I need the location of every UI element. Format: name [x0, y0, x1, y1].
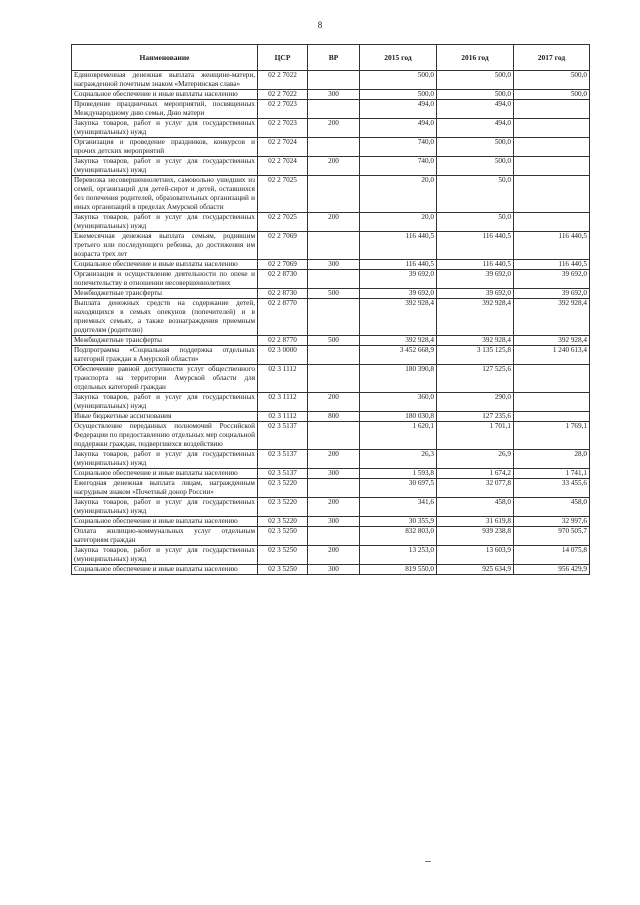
table-row [72, 289, 590, 299]
row-name: Закупка товаров, работ и услуг для государственных (муниципальных) нужд [72, 119, 258, 138]
row-name: Обеспечение равной доступности услуг общественного транспорта на территории Амурской области для отдельных категорий граждан [72, 365, 258, 393]
scan-mark [425, 856, 431, 862]
row-csr: 02 2 7024 [258, 157, 308, 176]
row-value-2015: 500,0 [360, 71, 437, 90]
row-vr [308, 479, 360, 498]
row-vr [308, 422, 360, 450]
budget-table [71, 44, 590, 575]
header-2017: 2017 год [514, 45, 590, 71]
row-csr: 02 2 7025 [258, 176, 308, 213]
row-value-2017: 458,0 [514, 498, 590, 517]
table-row [72, 336, 590, 346]
table-row [72, 213, 590, 232]
row-value-2015: 30 355,9 [360, 517, 437, 527]
row-csr: 02 3 5220 [258, 517, 308, 527]
row-value-2015: 3 452 668,9 [360, 346, 437, 365]
row-name: Проведение праздничных мероприятий, посвященных Международному дню семьи, Дню матери [72, 100, 258, 119]
row-vr: 200 [308, 119, 360, 138]
table-row [72, 527, 590, 546]
row-vr: 500 [308, 289, 360, 299]
row-csr: 02 2 7022 [258, 71, 308, 90]
row-value-2016: 500,0 [437, 90, 514, 100]
table-row [72, 412, 590, 422]
row-csr: 02 3 1112 [258, 412, 308, 422]
row-name: Ежегодная денежная выплата лицам, награжденным нагрудным знаком «Почетный донор России» [72, 479, 258, 498]
row-value-2015: 39 692,0 [360, 289, 437, 299]
row-value-2017: 970 505,7 [514, 527, 590, 546]
header-csr: ЦСР [258, 45, 308, 71]
row-value-2015: 20,0 [360, 213, 437, 232]
row-vr: 300 [308, 565, 360, 575]
table-row [72, 498, 590, 517]
row-value-2016: 1 674,2 [437, 469, 514, 479]
row-value-2017: 500,0 [514, 90, 590, 100]
row-name: Осуществление переданных полномочий Российской Федерации по предоставлению отдельных мер социальной поддержки граждан, подвергшихся воздействию [72, 422, 258, 450]
row-name: Организация и проведение праздников, конкурсов и прочих детских мероприятий [72, 138, 258, 157]
row-csr: 02 2 7024 [258, 138, 308, 157]
row-value-2016: 32 077,8 [437, 479, 514, 498]
row-value-2015: 360,0 [360, 393, 437, 412]
row-vr: 200 [308, 213, 360, 232]
table-row [72, 346, 590, 365]
row-value-2016: 50,0 [437, 176, 514, 213]
row-name: Социальное обеспечение и иные выплаты населению [72, 90, 258, 100]
row-value-2017 [514, 393, 590, 412]
table-row [72, 565, 590, 575]
row-value-2017 [514, 213, 590, 232]
row-value-2017: 32 997,6 [514, 517, 590, 527]
row-csr: 02 2 7069 [258, 260, 308, 270]
row-name: Закупка товаров, работ и услуг для государственных (муниципальных) нужд [72, 546, 258, 565]
row-value-2017 [514, 365, 590, 393]
row-value-2017: 956 429,9 [514, 565, 590, 575]
row-value-2017: 1 769,1 [514, 422, 590, 450]
row-csr: 02 3 5137 [258, 450, 308, 469]
row-value-2015: 39 692,0 [360, 270, 437, 289]
row-value-2015: 494,0 [360, 119, 437, 138]
row-value-2016: 939 238,8 [437, 527, 514, 546]
row-value-2016: 116 440,5 [437, 232, 514, 260]
row-csr: 02 3 0000 [258, 346, 308, 365]
row-value-2015: 1 620,1 [360, 422, 437, 450]
row-vr: 500 [308, 336, 360, 346]
row-name: Социальное обеспечение и иные выплаты населению [72, 260, 258, 270]
row-vr: 800 [308, 412, 360, 422]
table-row [72, 546, 590, 565]
table-row [72, 100, 590, 119]
row-value-2016: 392 928,4 [437, 336, 514, 346]
row-vr [308, 346, 360, 365]
row-csr: 02 2 8770 [258, 336, 308, 346]
row-value-2015: 392 928,4 [360, 336, 437, 346]
row-value-2015: 819 550,0 [360, 565, 437, 575]
row-name: Закупка товаров, работ и услуг для государственных (муниципальных) нужд [72, 157, 258, 176]
row-name: Социальное обеспечение и иные выплаты населению [72, 517, 258, 527]
row-csr: 02 2 8730 [258, 289, 308, 299]
table-row [72, 260, 590, 270]
table-row [72, 232, 590, 260]
row-value-2017: 1 741,1 [514, 469, 590, 479]
row-value-2016: 31 619,8 [437, 517, 514, 527]
row-value-2017: 39 692,0 [514, 270, 590, 289]
row-value-2017: 392 928,4 [514, 299, 590, 336]
row-name: Закупка товаров, работ и услуг для государственных (муниципальных) нужд [72, 393, 258, 412]
row-value-2015: 494,0 [360, 100, 437, 119]
row-value-2016: 500,0 [437, 138, 514, 157]
row-value-2016: 127 235,6 [437, 412, 514, 422]
table-row [72, 393, 590, 412]
row-value-2017 [514, 157, 590, 176]
row-value-2015: 116 440,5 [360, 232, 437, 260]
table-row [72, 119, 590, 138]
table-row [72, 469, 590, 479]
row-value-2016: 458,0 [437, 498, 514, 517]
row-csr: 02 3 5137 [258, 422, 308, 450]
row-value-2016: 925 634,9 [437, 565, 514, 575]
row-value-2017: 1 240 613,4 [514, 346, 590, 365]
row-vr [308, 365, 360, 393]
row-vr [308, 270, 360, 289]
row-value-2016: 290,0 [437, 393, 514, 412]
row-value-2016: 500,0 [437, 71, 514, 90]
row-value-2015: 20,0 [360, 176, 437, 213]
header-name: Наименование [72, 45, 258, 71]
row-value-2015: 180 390,8 [360, 365, 437, 393]
row-value-2017 [514, 100, 590, 119]
row-name: Организация и осуществление деятельности по опеке и попечительству в отношении несовершеннолетних [72, 270, 258, 289]
row-value-2016: 39 692,0 [437, 270, 514, 289]
row-value-2016: 500,0 [437, 157, 514, 176]
row-csr: 02 3 5137 [258, 469, 308, 479]
row-csr: 02 2 7023 [258, 119, 308, 138]
row-name: Социальное обеспечение и иные выплаты населению [72, 469, 258, 479]
row-vr [308, 232, 360, 260]
table-row [72, 270, 590, 289]
row-csr: 02 2 7069 [258, 232, 308, 260]
table-row [72, 157, 590, 176]
row-value-2016: 26,9 [437, 450, 514, 469]
row-value-2017 [514, 412, 590, 422]
row-value-2015: 116 440,5 [360, 260, 437, 270]
row-value-2017: 28,0 [514, 450, 590, 469]
row-value-2016: 116 440,5 [437, 260, 514, 270]
row-csr: 02 3 5220 [258, 498, 308, 517]
row-csr: 02 2 8770 [258, 299, 308, 336]
table-row [72, 176, 590, 213]
row-name: Закупка товаров, работ и услуг для государственных (муниципальных) нужд [72, 498, 258, 517]
row-value-2017: 39 692,0 [514, 289, 590, 299]
row-vr [308, 527, 360, 546]
row-name: Межбюджетные трансферты [72, 289, 258, 299]
row-name: Единовременная денежная выплата женщине-матери, награжденной почетным знаком «Материнская слава» [72, 71, 258, 90]
row-value-2017: 392 928,4 [514, 336, 590, 346]
row-value-2016: 50,0 [437, 213, 514, 232]
row-vr: 200 [308, 157, 360, 176]
row-value-2015: 26,3 [360, 450, 437, 469]
row-vr: 200 [308, 498, 360, 517]
row-value-2017 [514, 138, 590, 157]
table-row [72, 450, 590, 469]
row-csr: 02 3 5250 [258, 546, 308, 565]
row-vr: 300 [308, 469, 360, 479]
table-body [72, 71, 590, 575]
row-value-2015: 1 593,8 [360, 469, 437, 479]
row-value-2015: 740,0 [360, 138, 437, 157]
row-name: Закупка товаров, работ и услуг для государственных (муниципальных) нужд [72, 450, 258, 469]
row-name: Оплата жилищно-коммунальных услуг отдельным категориям граждан [72, 527, 258, 546]
row-value-2015: 13 253,0 [360, 546, 437, 565]
row-csr: 02 3 5250 [258, 527, 308, 546]
page-number: 8 [317, 20, 323, 30]
row-value-2015: 341,6 [360, 498, 437, 517]
row-vr: 200 [308, 546, 360, 565]
table-header-row [72, 45, 590, 71]
row-value-2015: 832 803,0 [360, 527, 437, 546]
row-value-2017: 500,0 [514, 71, 590, 90]
row-csr: 02 3 1112 [258, 365, 308, 393]
row-csr: 02 2 7023 [258, 100, 308, 119]
row-name: Выплата денежных средств на содержание детей, находящихся в семьях опекунов (попечителей) и в приемных семьях, а также вознаграждения приемным родителям (родителю) [72, 299, 258, 336]
row-vr [308, 138, 360, 157]
table-row [72, 422, 590, 450]
row-value-2016: 127 525,6 [437, 365, 514, 393]
row-csr: 02 3 1112 [258, 393, 308, 412]
table-row [72, 517, 590, 527]
row-value-2017 [514, 119, 590, 138]
row-name: Перевозка несовершеннолетних, самовольно ушедших из семей, организаций для детей-сирот и детей, оставшихся без попечения родителей, образовательных организаций и иных организаций в пределах Амурской области [72, 176, 258, 213]
row-value-2017: 33 455,6 [514, 479, 590, 498]
row-csr: 02 3 5250 [258, 565, 308, 575]
row-vr [308, 299, 360, 336]
header-2016: 2016 год [437, 45, 514, 71]
row-name: Межбюджетные трансферты [72, 336, 258, 346]
row-csr: 02 2 7022 [258, 90, 308, 100]
header-2015: 2015 год [360, 45, 437, 71]
table-row [72, 90, 590, 100]
table-row [72, 138, 590, 157]
row-vr: 200 [308, 450, 360, 469]
row-value-2015: 392 928,4 [360, 299, 437, 336]
row-csr: 02 2 7025 [258, 213, 308, 232]
row-csr: 02 2 8730 [258, 270, 308, 289]
row-value-2016: 494,0 [437, 100, 514, 119]
row-value-2016: 494,0 [437, 119, 514, 138]
row-value-2017: 14 075,8 [514, 546, 590, 565]
row-name: Ежемесячная денежная выплата семьям, родившим третьего или последующего ребенка, до достижения им возраста трех лет [72, 232, 258, 260]
table-row [72, 71, 590, 90]
row-value-2016: 13 603,9 [437, 546, 514, 565]
row-vr: 300 [308, 90, 360, 100]
row-value-2017: 116 440,5 [514, 232, 590, 260]
row-name: Иные бюджетные ассигнования [72, 412, 258, 422]
row-value-2015: 740,0 [360, 157, 437, 176]
table-row [72, 479, 590, 498]
row-vr [308, 100, 360, 119]
row-name: Закупка товаров, работ и услуг для государственных (муниципальных) нужд [72, 213, 258, 232]
row-csr: 02 3 5220 [258, 479, 308, 498]
row-value-2017: 116 440,5 [514, 260, 590, 270]
row-value-2015: 30 697,5 [360, 479, 437, 498]
row-value-2015: 500,0 [360, 90, 437, 100]
row-name: Подпрограмма «Социальная поддержка отдельных категорий граждан в Амурской области» [72, 346, 258, 365]
row-vr [308, 176, 360, 213]
row-name: Социальное обеспечение и иные выплаты населению [72, 565, 258, 575]
row-value-2016: 1 701,1 [437, 422, 514, 450]
table-row [72, 365, 590, 393]
row-vr: 300 [308, 517, 360, 527]
table-row [72, 299, 590, 336]
row-value-2017 [514, 176, 590, 213]
row-value-2015: 180 030,8 [360, 412, 437, 422]
row-value-2016: 392 928,4 [437, 299, 514, 336]
header-vr: ВР [308, 45, 360, 71]
row-value-2016: 3 135 125,8 [437, 346, 514, 365]
row-value-2016: 39 692,0 [437, 289, 514, 299]
row-vr: 200 [308, 393, 360, 412]
row-vr: 300 [308, 260, 360, 270]
row-vr [308, 71, 360, 90]
